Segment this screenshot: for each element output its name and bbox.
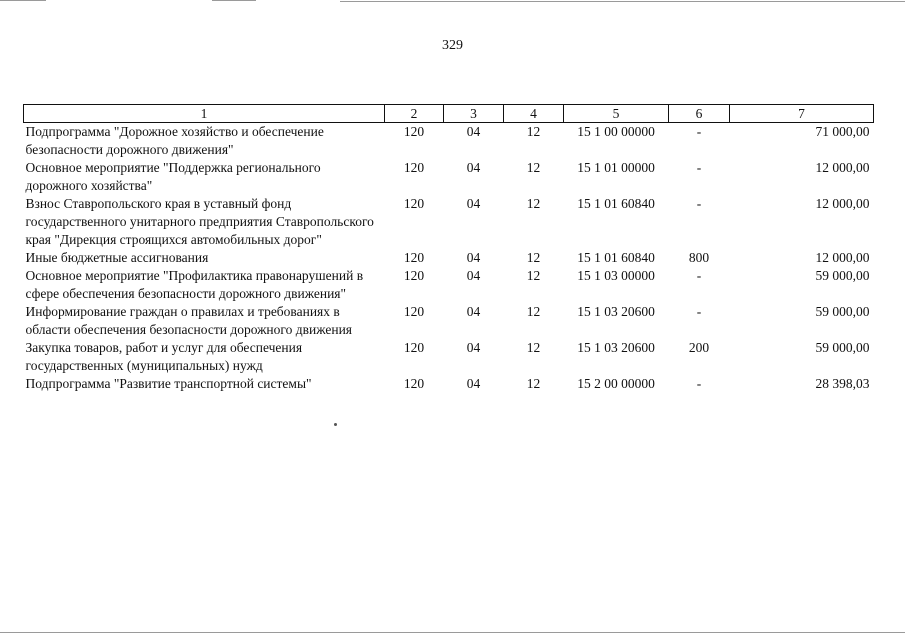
row-section: 04 [466, 340, 481, 355]
row-expense-type: 200 [688, 340, 710, 355]
row-amount: 12 000,00 [815, 250, 870, 265]
table-row [24, 195, 874, 249]
row-name: Подпрограмма "Развитие транспортной системы" [25, 376, 312, 391]
column-header: 1 [24, 105, 385, 123]
row-name: Иные бюджетные ассигнования [25, 250, 209, 265]
row-target-code: 15 1 01 60840 [577, 196, 655, 211]
row-amount: 59 000,00 [815, 268, 870, 283]
table-row [24, 375, 874, 393]
row-code: 120 [403, 376, 425, 391]
row-section: 04 [466, 376, 481, 391]
row-code: 120 [403, 196, 425, 211]
row-name: Основное мероприятие "Профилактика правонарушений в сфере обеспечения безопасности дорожного движения" [25, 268, 364, 301]
row-code: 120 [403, 160, 425, 175]
row-section: 04 [466, 124, 481, 139]
scan-artifact-top-right [340, 1, 905, 2]
row-subsection: 12 [526, 268, 541, 283]
row-code: 120 [403, 268, 425, 283]
row-subsection: 12 [526, 376, 541, 391]
row-expense-type: - [696, 376, 702, 391]
column-header: 3 [444, 105, 504, 123]
row-expense-type: - [696, 268, 702, 283]
row-amount: 59 000,00 [815, 304, 870, 319]
row-code: 120 [403, 250, 425, 265]
table-row [24, 249, 874, 267]
row-section: 04 [466, 268, 481, 283]
row-target-code: 15 2 00 00000 [577, 376, 655, 391]
scan-artifact-bottom [0, 632, 905, 633]
row-expense-type: - [696, 124, 702, 139]
row-amount: 71 000,00 [815, 124, 870, 139]
row-expense-type: - [696, 304, 702, 319]
table-row [24, 267, 874, 303]
table-row [24, 303, 874, 339]
row-section: 04 [466, 250, 481, 265]
row-code: 120 [403, 304, 425, 319]
column-header: 7 [730, 105, 874, 123]
scan-artifact-top-mid [212, 0, 256, 1]
scan-artifact-top-left [0, 0, 46, 1]
row-name: Взнос Ставропольского края в уставный фонд государственного унитарного предприятия Ставропольского края "Дирекция строящихся автомобильных дорог" [25, 196, 374, 247]
row-name: Основное мероприятие "Поддержка регионального дорожного хозяйства" [25, 160, 321, 193]
row-code: 120 [403, 124, 425, 139]
row-section: 04 [466, 304, 481, 319]
column-header: 4 [504, 105, 564, 123]
table-row [24, 339, 874, 375]
page-number: 329 [442, 38, 463, 53]
row-name: Подпрограмма "Дорожное хозяйство и обеспечение безопасности дорожного движения" [25, 124, 324, 157]
table-header-row [24, 105, 874, 123]
column-header: 5 [564, 105, 669, 123]
row-target-code: 15 1 00 00000 [577, 124, 655, 139]
row-name: Информирование граждан о правилах и требованиях в области обеспечения безопасности дорожного движения [25, 304, 352, 337]
row-target-code: 15 1 03 20600 [577, 340, 655, 355]
row-section: 04 [466, 160, 481, 175]
row-name: Закупка товаров, работ и услуг для обеспечения государственных (муниципальных) нужд [25, 340, 303, 373]
row-target-code: 15 1 01 60840 [577, 250, 655, 265]
row-code: 120 [403, 340, 425, 355]
row-expense-type: 800 [688, 250, 710, 265]
row-subsection: 12 [526, 124, 541, 139]
row-target-code: 15 1 01 00000 [577, 160, 655, 175]
row-amount: 59 000,00 [815, 340, 870, 355]
row-subsection: 12 [526, 250, 541, 265]
row-target-code: 15 1 03 00000 [577, 268, 655, 283]
row-amount: 12 000,00 [815, 196, 870, 211]
budget-table [23, 104, 874, 393]
row-expense-type: - [696, 160, 702, 175]
column-header: 2 [385, 105, 444, 123]
row-subsection: 12 [526, 304, 541, 319]
row-subsection: 12 [526, 160, 541, 175]
row-amount: 12 000,00 [815, 160, 870, 175]
scan-speck [334, 423, 337, 426]
table-row [24, 159, 874, 195]
row-section: 04 [466, 196, 481, 211]
table-row [24, 123, 874, 160]
row-subsection: 12 [526, 196, 541, 211]
row-expense-type: - [696, 196, 702, 211]
row-target-code: 15 1 03 20600 [577, 304, 655, 319]
row-subsection: 12 [526, 340, 541, 355]
column-header: 6 [669, 105, 730, 123]
row-amount: 28 398,03 [815, 376, 870, 391]
